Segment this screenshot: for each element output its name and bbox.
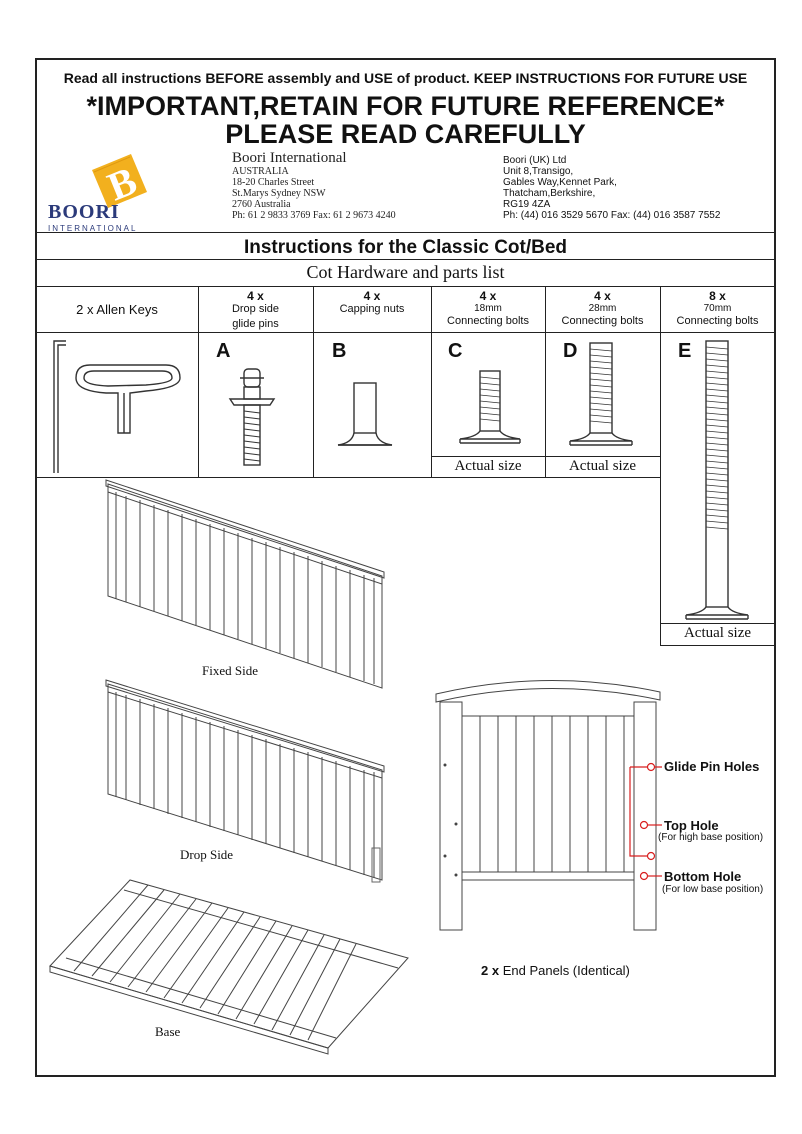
part-e-qty: 8 x	[709, 289, 726, 303]
drop-side-label: Drop Side	[180, 847, 234, 862]
end-panels-text: End Panels (Identical)	[502, 963, 630, 978]
part-e-desc1: 70mm	[703, 303, 732, 314]
part-a-qty: 4 x	[247, 289, 264, 303]
base-panel	[50, 880, 408, 1054]
capping-nut-icon	[338, 383, 392, 445]
end-panels-qty: 2 x	[481, 963, 500, 978]
boori-logo	[46, 152, 206, 234]
end-panel	[436, 680, 660, 930]
bottom-hole-label: Bottom Hole	[664, 869, 742, 884]
bolt-28mm-icon	[570, 343, 632, 445]
uk-company-name: Boori (UK) Ltd	[503, 155, 567, 166]
important-heading: *IMPORTANT,RETAIN FOR FUTURE REFERENCE*	[86, 91, 725, 121]
glide-pin-holes-label: Glide Pin Holes	[664, 759, 760, 774]
part-d-desc1: 28mm	[588, 303, 617, 314]
part-a-header	[198, 290, 313, 330]
read-carefully-heading: PLEASE READ CAREFULLY	[225, 119, 586, 149]
top-hole-label: Top Hole	[664, 818, 719, 833]
part-e-actual-size: Actual size	[683, 625, 752, 641]
bolt-18mm-icon	[460, 371, 520, 443]
allen-keys-label: 2 x Allen Keys	[76, 302, 158, 317]
part-e-desc2: Connecting bolts	[676, 315, 759, 327]
glide-pin-hole-marker	[648, 764, 655, 771]
au-company-name: Boori International	[232, 150, 347, 166]
part-a-letter: A	[216, 340, 231, 362]
uk-line4: RG19 4ZA	[503, 199, 551, 210]
part-c-desc2: Connecting bolts	[447, 315, 529, 327]
warning-text: Read all instructions BEFORE assembly and USE of product. KEEP INSTRUCTIONS FOR FUTURE USE	[63, 70, 748, 86]
part-e-letter: E	[678, 340, 692, 362]
part-c-letter: C	[448, 340, 463, 362]
uk-line2: Gables Way,Kennet Park,	[503, 177, 617, 188]
part-b-header	[313, 290, 431, 315]
au-street: 18-20 Charles Street	[232, 177, 315, 188]
base-label: Base	[155, 1024, 181, 1039]
logo-letter: B	[101, 157, 143, 210]
uk-phone: Ph: (44) 016 3529 5670 Fax: (44) 016 3587 7552	[503, 210, 721, 221]
logo-sub: INTERNATIONAL	[48, 224, 138, 233]
part-a-desc1: Drop side	[231, 303, 280, 315]
au-country: AUSTRALIA	[232, 166, 289, 177]
part-c-desc1: 18mm	[474, 303, 502, 314]
part-b-letter: B	[332, 340, 347, 362]
part-a-desc2: glide pins	[232, 318, 279, 330]
part-b-qty: 4 x	[363, 289, 381, 303]
bottom-hole-note: (For low base position)	[662, 884, 764, 895]
hole-callouts	[630, 764, 662, 880]
part-d-header	[545, 290, 660, 327]
au-phone: Ph: 61 2 9833 3769 Fax: 61 2 9673 4240	[232, 210, 396, 221]
uk-line3: Thatcham,Berkshire,	[503, 188, 596, 199]
drop-side-panel	[106, 680, 384, 882]
glide-pin-icon	[230, 369, 274, 465]
address-uk	[503, 155, 773, 221]
page-title: Instructions for the Classic Cot/Bed	[243, 237, 568, 258]
part-b-desc1: Capping nuts	[339, 303, 405, 315]
part-c-qty: 4 x	[479, 289, 497, 303]
parts-list-title: Cot Hardware and parts list	[306, 262, 505, 282]
allen-key-icon	[54, 341, 180, 473]
part-d-desc2: Connecting bolts	[561, 315, 644, 327]
au-suburb: St.Marys Sydney NSW	[232, 188, 326, 199]
address-australia	[232, 150, 472, 221]
part-d-letter: D	[563, 340, 578, 362]
glide-pin-hole-marker-2	[648, 853, 655, 860]
fixed-side-panel	[106, 480, 384, 688]
au-postcode: 2760 Australia	[232, 199, 291, 210]
part-d-actual-size: Actual size	[568, 458, 637, 474]
part-d-qty: 4 x	[594, 289, 611, 303]
fixed-side-label: Fixed Side	[202, 663, 258, 678]
top-hole-note: (For high base position)	[658, 832, 764, 843]
panel-drawings	[36, 478, 776, 1076]
uk-line1: Unit 8,Transigo,	[503, 166, 574, 177]
logo-brand: BOORI	[48, 201, 120, 223]
end-panels-label	[481, 963, 630, 978]
part-c-actual-size: Actual size	[454, 458, 522, 474]
bottom-hole-marker	[641, 873, 648, 880]
top-hole-marker	[641, 822, 648, 829]
part-e-header	[660, 290, 775, 327]
part-c-header	[431, 290, 545, 327]
